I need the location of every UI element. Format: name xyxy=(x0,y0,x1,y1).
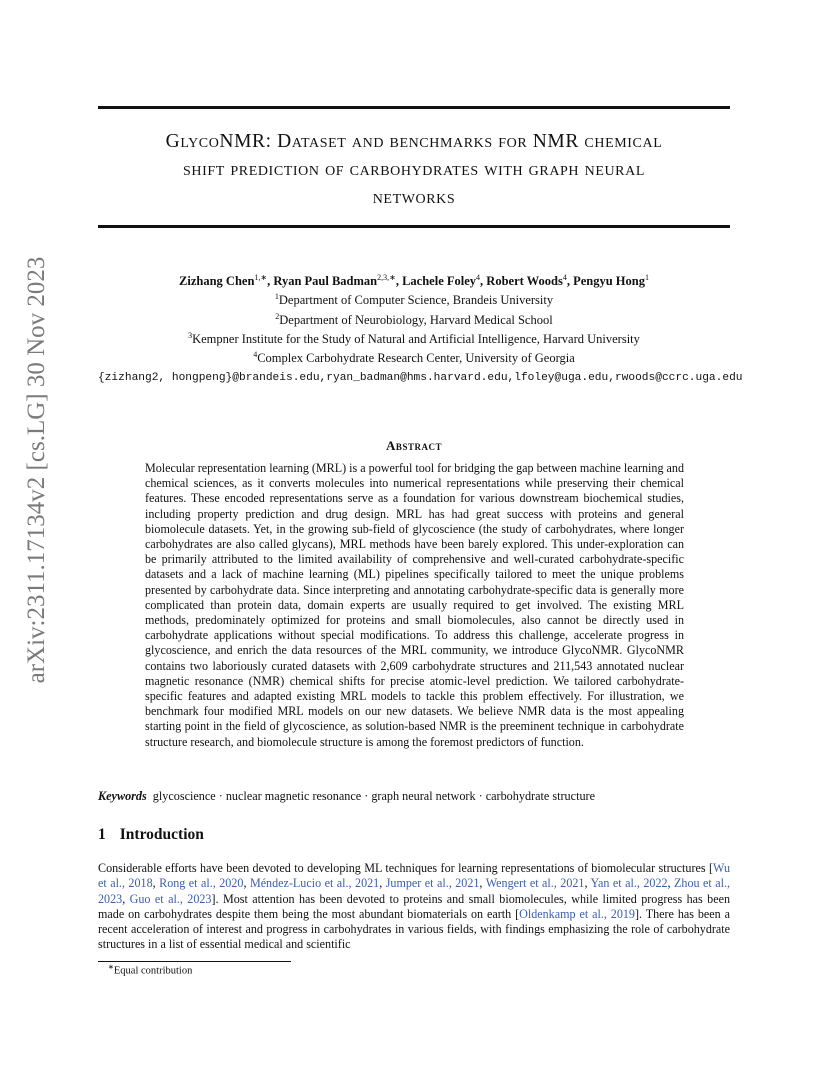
title-top-rule xyxy=(98,106,730,109)
author-mark: 2,3,∗ xyxy=(377,273,396,282)
author-mark: 4 xyxy=(476,273,481,282)
intro-separator: , xyxy=(379,876,386,891)
intro-separator: , xyxy=(122,891,130,906)
footnote-rule xyxy=(98,961,291,962)
keywords xyxy=(98,789,730,804)
author-name: Lachele Foley xyxy=(402,274,477,289)
section-title: Introduction xyxy=(119,826,204,843)
affiliation-2 xyxy=(98,312,730,328)
citation-link[interactable]: Wengert et al., 2021 xyxy=(485,876,585,891)
author-name: Zizhang Chen xyxy=(179,274,255,289)
citation-link[interactable]: Rong et al., 2020 xyxy=(159,876,244,891)
citation-link[interactable]: Wu et al., 2018 xyxy=(98,861,730,891)
affiliation-mark: 3 xyxy=(188,331,193,340)
author-name: Pengyu Hong xyxy=(573,274,645,289)
affiliation-mark: 1 xyxy=(274,292,279,301)
intro-text: Considerable efforts have been devoted to developing ML techniques for learning representations of biomolecular structures [ xyxy=(98,861,714,875)
abstract-heading: Abstract xyxy=(386,438,442,453)
author-emails: {zizhang2, hongpeng}@brandeis.edu,ryan_badman@hms.harvard.edu,lfoley@uga.edu,rwoods@ccrc.uga.edu xyxy=(98,372,743,384)
arxiv-identifier xyxy=(22,256,52,684)
intro-separator: , xyxy=(152,876,160,891)
keywords-label: Keywords xyxy=(98,789,147,803)
citation-link[interactable]: Yan et al., 2022 xyxy=(590,876,668,891)
section-heading xyxy=(98,826,204,844)
footnote-text: Equal contribution xyxy=(113,965,193,977)
author-list: Zizhang Chen$^{1,∗}$, Ryan Paul Badman$^{2,3,∗}$, Lachele Foley$^4$, Robert Woods$^4$, Pengyu Hong$^1$ xyxy=(179,273,649,289)
title-bottom-rule xyxy=(98,225,730,228)
arxiv-identifier-text: arXiv:2311.17134v2 [cs.LG] 30 Nov 2023 xyxy=(23,256,50,684)
intro-separator: , xyxy=(584,876,591,891)
affiliation-text: Complex Carbohydrate Research Center, University of Georgia xyxy=(257,351,575,366)
affiliation-1 xyxy=(98,292,730,308)
intro-separator: , xyxy=(667,876,675,891)
abstract-text: Molecular representation learning (MRL) is a powerful tool for bridging the gap between machine learning and chemical sciences, as it converts molecules into numerical representations while preserving their chemical features. These encoded representations serve as a foundation for various downstream biochemical studies, including property prediction and drug design. MRL has had great success with proteins and general biomolecule datasets. Yet, in the growing sub-field of glycoscience (the study of carbohydrates, where longer carbohydrates are also called glycans), MRL methods have been barely explored. This under-exploration can be primarily attributed to the limited availability of comprehensive and well-curated carbohydrate-specific datasets and a lack of machine learning (ML) pipelines specifically tailored to meet the unique problems presented by carbohydrate data. Since interpreting and annotating carbohydrate-specific data is generally more complicated than protein data, domain experts are usually required to get involved. The existing MRL methods, predominately optimized for proteins and small biomolecules, also cannot be directly used in carbohydrate applications without special modifications. To address this challenge, accelerate progress in glycoscience, and enrich the data resources of the MRL community, we introduce GlycoNMR. GlycoNMR contains two laboriously curated datasets with 2,609 carbohydrate structures and 211,543 annotated nuclear magnetic resonance (NMR) chemical shifts for precise atomic-level prediction. We tailored carbohydrate-specific features and adapted existing MRL models to tackle this problem effectively. For illustration, we benchmark four modified MRL models on our new datasets. We believe NMR data is the most appealing starting point in the field of glycoscience, as solution-based NMR is the preeminent technique in carbohydrate structure research, and biomolecule structure is among the foremost predictors of function. xyxy=(145,461,684,749)
affiliation-text: Kempner Institute for the Study of Natural and Artificial Intelligence, Harvard University xyxy=(192,332,640,347)
author-mark: 1,∗ xyxy=(254,273,268,282)
citation-link[interactable]: Zhou et al., 2023 xyxy=(98,876,731,906)
keywords-text: glycoscience · nuclear magnetic resonance · graph neural network · carbohydrate structure xyxy=(152,789,596,803)
title-line-2: shift prediction of carbohydrates with graph neural xyxy=(183,159,645,180)
section-number: 1 xyxy=(98,826,106,843)
title-line-1: GlycoNMR: Dataset and benchmarks for NMR chemical xyxy=(165,131,663,152)
author-mark: 1 xyxy=(644,273,649,282)
footnote xyxy=(108,963,192,977)
citation-link[interactable]: Jumper et al., 2021 xyxy=(385,876,480,891)
intro-text: ]. Most attention has been devoted to proteins and small biomolecules, while limited progress has been made on carbohydrates despite them being the most abundant biomaterials on earth [ xyxy=(98,891,731,921)
affiliation-text: Department of Computer Science, Brandeis University xyxy=(278,293,554,308)
footnote-mark: ∗ xyxy=(108,963,114,971)
intro-separator: , xyxy=(479,876,486,891)
citation-link[interactable]: Oldenkamp et al., 2019 xyxy=(519,906,635,921)
author-name: Robert Woods xyxy=(486,274,563,289)
citation-link[interactable]: Guo et al., 2023 xyxy=(129,891,212,906)
intro-text: ]. There has been a recent acceleration of interest and progress in carbohydrates in various fields, with findings emphasizing the role of carbohydrate structures in a list of essential medical and scientific xyxy=(98,906,730,952)
citation-link[interactable]: Méndez-Lucio et al., 2021 xyxy=(249,876,380,891)
paper-title xyxy=(98,128,730,212)
affiliation-mark: 4 xyxy=(253,350,258,359)
affiliation-mark: 2 xyxy=(275,312,280,321)
title-line-3: networks xyxy=(372,187,456,208)
author-name: Ryan Paul Badman xyxy=(273,274,378,289)
author-mark: 4 xyxy=(562,273,567,282)
intro-paragraph xyxy=(98,861,730,953)
affiliation-4 xyxy=(98,350,730,366)
affiliation-3 xyxy=(98,331,730,347)
affiliation-text: Department of Neurobiology, Harvard Medical School xyxy=(279,313,553,328)
intro-separator: , xyxy=(243,876,250,891)
